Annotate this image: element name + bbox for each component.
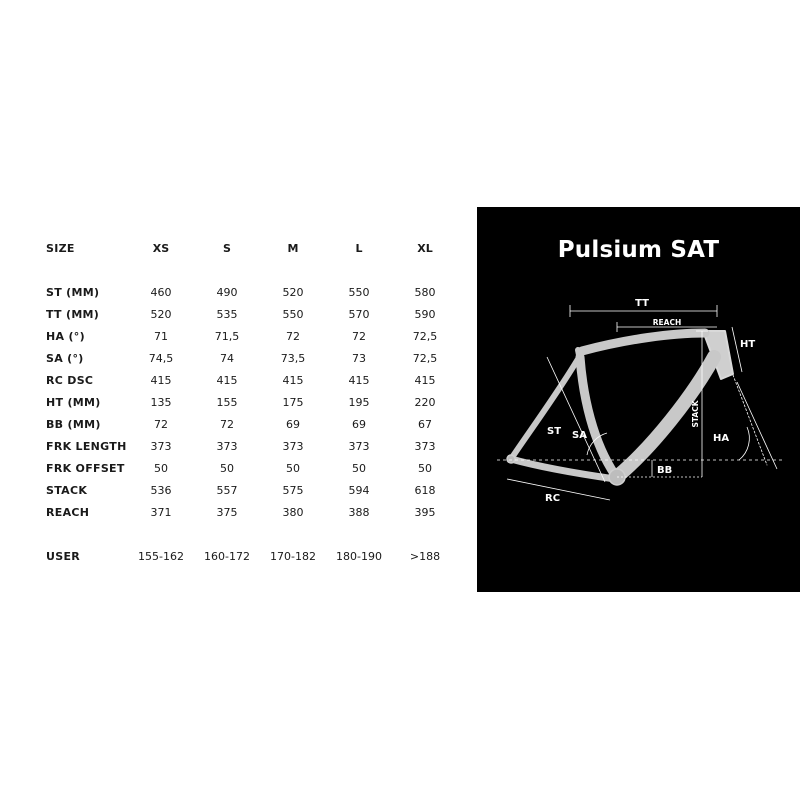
table-cell: 50 <box>418 462 432 475</box>
ht-label: HT <box>740 339 756 350</box>
table-cell: 72 <box>352 330 366 343</box>
seat-stay <box>511 359 578 459</box>
sa-label: SA <box>572 430 587 441</box>
table-row <box>0 393 470 413</box>
table-cell: 380 <box>282 506 304 519</box>
size-header-label: SIZE <box>46 242 75 255</box>
row-label: FRK OFFSET <box>46 462 125 475</box>
user-row <box>0 547 470 567</box>
table-cell: 135 <box>150 396 172 409</box>
table-cell: 69 <box>352 418 366 431</box>
table-cell: 72 <box>154 418 168 431</box>
fork-line <box>733 375 767 465</box>
table-cell: 373 <box>150 440 172 453</box>
table-cell: 395 <box>414 506 436 519</box>
user-range-xs: 155-162 <box>138 550 184 563</box>
user-label: USER <box>46 550 81 563</box>
row-label: HA (°) <box>46 330 85 343</box>
table-cell: 580 <box>414 286 436 299</box>
table-row <box>0 459 470 479</box>
table-cell: 71 <box>154 330 168 343</box>
row-label: SA (°) <box>46 352 84 365</box>
table-row <box>0 349 470 369</box>
table-cell: 550 <box>282 308 304 321</box>
ha-label: HA <box>713 433 730 444</box>
table-cell: 557 <box>216 484 238 497</box>
table-cell: 520 <box>282 286 304 299</box>
table-cell: 415 <box>414 374 436 387</box>
table-row <box>0 283 470 303</box>
table-cell: 415 <box>216 374 238 387</box>
table-cell: 594 <box>348 484 370 497</box>
table-cell: 575 <box>282 484 304 497</box>
size-header-m: M <box>287 242 299 255</box>
table-cell: 550 <box>348 286 370 299</box>
geometry-diagram-panel <box>477 207 800 592</box>
table-cell: 371 <box>150 506 172 519</box>
top-tube <box>582 333 705 351</box>
table-row <box>0 305 470 325</box>
st-dim-line <box>547 357 605 482</box>
size-header-s: S <box>223 242 231 255</box>
row-label: RC DSC <box>46 374 94 387</box>
table-row <box>0 503 470 523</box>
size-header-xl: XL <box>417 242 433 255</box>
row-label: STACK <box>46 484 88 497</box>
tt-label: TT <box>635 298 649 309</box>
table-row <box>0 437 470 457</box>
user-range-l: 180-190 <box>336 550 382 563</box>
frame-diagram <box>477 207 800 592</box>
table-row <box>0 415 470 435</box>
user-range-m: 170-182 <box>270 550 316 563</box>
stack-label: STACK <box>691 400 700 428</box>
table-cell: 50 <box>220 462 234 475</box>
table-cell: 536 <box>150 484 172 497</box>
table-cell: 490 <box>216 286 238 299</box>
rear-dropout <box>507 455 515 463</box>
bb-label: BB <box>657 465 673 476</box>
rc-label: RC <box>545 493 561 504</box>
table-cell: 373 <box>414 440 436 453</box>
table-cell: 50 <box>154 462 168 475</box>
bike-frame <box>507 331 767 485</box>
table-cell: 388 <box>348 506 370 519</box>
table-cell: 67 <box>418 418 432 431</box>
table-cell: 618 <box>414 484 436 497</box>
table-cell: 460 <box>150 286 172 299</box>
table-cell: 69 <box>286 418 300 431</box>
seat-tube <box>580 357 615 475</box>
size-header-xs: XS <box>152 242 170 255</box>
table-cell: 520 <box>150 308 172 321</box>
table-cell: 73,5 <box>280 352 306 365</box>
table-cell: 73 <box>352 352 366 365</box>
row-label: TT (MM) <box>46 308 100 321</box>
ha-arc <box>739 427 749 460</box>
table-cell: 373 <box>348 440 370 453</box>
user-range-xl: >188 <box>409 550 441 563</box>
table-cell: 375 <box>216 506 238 519</box>
diagram-title: Pulsium SAT <box>557 237 720 263</box>
table-cell: 71,5 <box>214 330 240 343</box>
table-row <box>0 481 470 501</box>
table-cell: 373 <box>216 440 238 453</box>
row-label: BB (MM) <box>46 418 101 431</box>
table-cell: 50 <box>286 462 300 475</box>
table-cell: 74,5 <box>148 352 174 365</box>
st-label: ST <box>547 426 562 437</box>
table-cell: 50 <box>352 462 366 475</box>
table-cell: 72,5 <box>412 330 438 343</box>
table-cell: 590 <box>414 308 436 321</box>
table-cell: 535 <box>216 308 238 321</box>
table-row <box>0 327 470 347</box>
size-header-l: L <box>355 242 363 255</box>
row-label: HT (MM) <box>46 396 101 409</box>
table-cell: 415 <box>282 374 304 387</box>
table-cell: 220 <box>414 396 436 409</box>
table-cell: 155 <box>216 396 238 409</box>
table-cell: 570 <box>348 308 370 321</box>
reach-label: REACH <box>652 318 682 327</box>
table-cell: 415 <box>150 374 172 387</box>
row-label: FRK LENGTH <box>46 440 127 453</box>
table-row <box>0 371 470 391</box>
table-cell: 72,5 <box>412 352 438 365</box>
row-label: ST (MM) <box>46 286 100 299</box>
table-cell: 195 <box>348 396 370 409</box>
table-cell: 373 <box>282 440 304 453</box>
table-cell: 72 <box>286 330 300 343</box>
row-label: REACH <box>46 506 90 519</box>
table-cell: 175 <box>282 396 304 409</box>
table-cell: 415 <box>348 374 370 387</box>
user-range-s: 160-172 <box>204 550 250 563</box>
table-header-row <box>0 239 470 259</box>
table-cell: 72 <box>220 418 234 431</box>
table-cell: 74 <box>220 352 234 365</box>
